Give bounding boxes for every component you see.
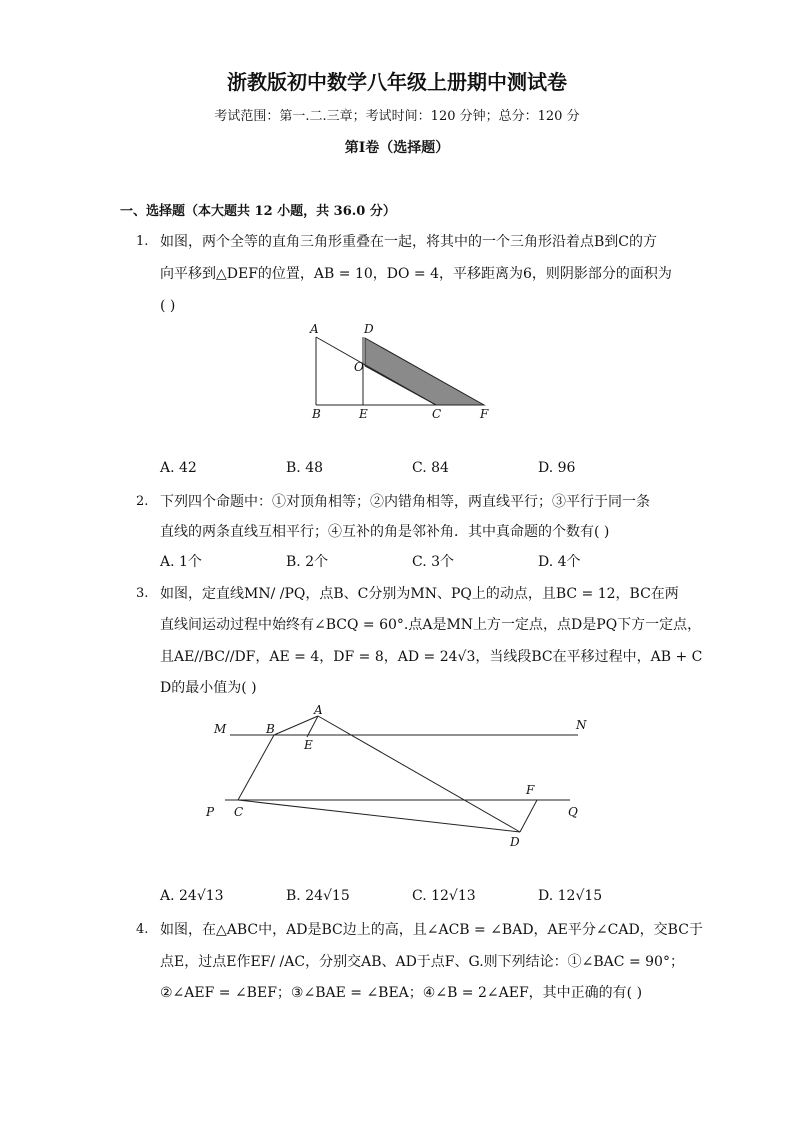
label-o: O — [354, 360, 364, 374]
label-a: A — [310, 322, 319, 336]
segment-df — [520, 800, 537, 832]
question-text: 直线间运动过程中始终有∠BCQ = 60°.点A是MN上方一定点，点D是PQ下方一定点， — [160, 617, 702, 633]
question-text: 直线的两条直线互相平行；④互补的角是邻补角．其中真命题的个数有( ) — [160, 524, 610, 540]
question-text: 如图，定直线MN/ /PQ，点B、C分别为MN、PQ上的动点，且BC = 12，BC在两 — [160, 586, 679, 602]
question-text: 向平移到△DEF的位置，AB = 10，DO = 4，平移距离为6，则阴影部分的面积为 — [160, 266, 672, 282]
option-a[interactable]: A. 24√13 — [160, 888, 224, 904]
volume-heading: 第Ⅰ卷（选择题） — [344, 140, 450, 156]
label-f: F — [526, 783, 535, 797]
segment-ad — [318, 716, 520, 832]
option-a[interactable]: A. 42 — [160, 460, 197, 476]
option-b[interactable]: B. 48 — [286, 460, 324, 476]
label-c: C — [432, 407, 442, 421]
option-c[interactable]: C. 3个 — [412, 554, 455, 570]
exam-info: 考试范围：第一.二.三章；考试时间：120 分钟；总分：120 分 — [214, 109, 580, 124]
label-q: Q — [568, 805, 578, 819]
option-c[interactable]: C. 12√13 — [412, 888, 476, 904]
label-d: D — [510, 835, 520, 849]
option-b[interactable]: B. 2个 — [286, 554, 329, 570]
option-d[interactable]: D. 12√15 — [538, 888, 603, 904]
question-text: D的最小值为( ) — [160, 680, 257, 696]
section-heading: 一、选择题（本大题共 12 小题，共 36.0 分） — [120, 204, 396, 219]
question-number: 2. — [136, 494, 149, 509]
question-number: 4. — [136, 922, 149, 937]
segment-bc — [238, 735, 274, 800]
option-d[interactable]: D. 4个 — [538, 554, 581, 570]
label-c: C — [234, 805, 244, 819]
question-text: ②∠AEF = ∠BEF；③∠BAE = ∠BEA；④∠B = 2∠AEF，其中正确的有( ) — [160, 985, 643, 1001]
question-text: 且AE//BC//DF，AE = 4，DF = 8，AD = 24√3，当线段BC在平移过程中，AB + C — [160, 649, 703, 665]
question-text: 下列四个命题中：①对顶角相等；②内错角相等，两直线平行；③平行于同一条 — [160, 494, 650, 510]
option-b[interactable]: B. 24√15 — [286, 888, 350, 904]
label-b: B — [312, 407, 321, 421]
label-m: M — [214, 722, 227, 736]
question-text: 如图，两个全等的直角三角形重叠在一起，将其中的一个三角形沿着点B到C的方 — [160, 234, 657, 250]
label-p: P — [206, 805, 215, 819]
label-d: D — [364, 322, 374, 336]
label-n: N — [576, 718, 587, 732]
label-b: B — [266, 722, 275, 736]
question-text: 点E，过点E作EF/ /AC，分别交AB、AD于点F、G.则下列结论：①∠BAC = 90°； — [160, 954, 684, 970]
segment-cd — [238, 800, 520, 832]
segment-ab — [274, 716, 318, 735]
question-text: 如图，在△ABC中，AD是BC边上的高，且∠ACB = ∠BAD，AE平分∠CAD，交BC于 — [160, 922, 703, 938]
label-a: A — [314, 703, 323, 717]
label-e: E — [359, 407, 368, 421]
page-title: 浙教版初中数学八年级上册期中测试卷 — [227, 70, 567, 94]
option-d[interactable]: D. 96 — [538, 460, 576, 476]
question-text: ( ) — [160, 298, 176, 314]
question-number: 1. — [136, 234, 149, 249]
option-a[interactable]: A. 1个 — [160, 554, 202, 570]
segment-ae — [307, 716, 318, 737]
option-c[interactable]: C. 84 — [412, 460, 449, 476]
label-f: F — [480, 407, 489, 421]
label-e: E — [304, 738, 313, 752]
question-number: 3. — [136, 586, 149, 601]
